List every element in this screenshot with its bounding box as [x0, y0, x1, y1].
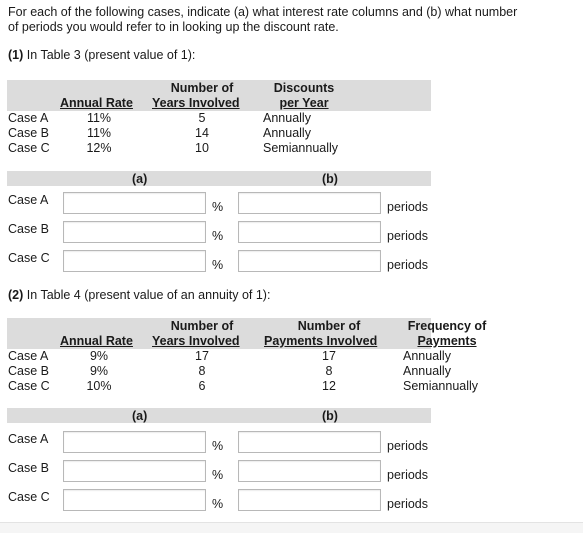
part2-row-a-case: Case A — [8, 349, 49, 363]
part2-col-a-label: (a) — [132, 409, 148, 423]
part2-row-a-rate: 9% — [89, 349, 109, 363]
part1-case-c-rate-input[interactable] — [63, 250, 206, 272]
part1-row-c-discounts: Semiannually — [263, 141, 339, 155]
part1-row-a-case: Case A — [8, 111, 49, 125]
part2-case-c-percent: % — [212, 497, 224, 511]
part1-row-a-rate: 11% — [86, 111, 112, 125]
part2-row-c-case: Case C — [8, 379, 50, 393]
part1-answer-header-bg — [7, 171, 431, 186]
part2-case-c-periods-input[interactable] — [238, 489, 381, 511]
part1-case-c-periods-input[interactable] — [238, 250, 381, 272]
part1-case-c-periods-label: periods — [387, 258, 428, 272]
part2-row-a-payments: 17 — [322, 349, 336, 363]
part2-title: In Table 4 (present value of an annuity of 1): — [26, 288, 271, 302]
part1-case-b-periods-input[interactable] — [238, 221, 381, 243]
part1-case-a-percent: % — [212, 200, 224, 214]
part1-answer-a-case: Case A — [8, 193, 49, 207]
part2-header-payments-bottom: Payments Involved — [264, 334, 378, 348]
part2-col-b-label: (b) — [322, 409, 338, 423]
part1-header-years-top: Number of — [170, 81, 234, 95]
part2-heading — [8, 288, 270, 302]
part1-row-b-discounts: Annually — [263, 126, 311, 140]
part1-answer-b-case: Case B — [8, 222, 49, 236]
part1-case-c-percent: % — [212, 258, 224, 272]
part2-row-b-frequency: Annually — [403, 364, 451, 378]
part1-header-discounts-top: Discounts — [273, 81, 335, 95]
part1-answer-c-case: Case C — [8, 251, 50, 265]
part2-case-b-periods-label: periods — [387, 468, 428, 482]
part2-answer-a-case: Case A — [8, 432, 49, 446]
part1-row-a-discounts: Annually — [263, 111, 311, 125]
part1-row-a-years: 5 — [198, 111, 206, 125]
part2-case-c-periods-label: periods — [387, 497, 428, 511]
part1-heading — [8, 48, 195, 62]
part2-row-c-years: 6 — [198, 379, 206, 393]
part2-case-b-percent: % — [212, 468, 224, 482]
part1-case-b-rate-input[interactable] — [63, 221, 206, 243]
part2-header-years-bottom: Years Involved — [152, 334, 240, 348]
part2-case-c-rate-input[interactable] — [63, 489, 206, 511]
part2-row-b-payments: 8 — [325, 364, 333, 378]
part2-number: (2) — [8, 288, 24, 302]
part2-answer-b-case: Case B — [8, 461, 49, 475]
part2-row-c-payments: 12 — [322, 379, 336, 393]
part1-row-b-years: 14 — [195, 126, 209, 140]
part2-row-a-frequency: Annually — [403, 349, 451, 363]
part1-row-b-case: Case B — [8, 126, 49, 140]
part2-case-b-rate-input[interactable] — [63, 460, 206, 482]
part2-answer-header-bg — [7, 408, 431, 423]
part1-case-b-periods-label: periods — [387, 229, 428, 243]
instructions-line-2: of periods you would refer to in looking up the discount rate. — [8, 20, 339, 34]
part2-header-rate: Annual Rate — [60, 334, 133, 348]
part2-case-a-rate-input[interactable] — [63, 431, 206, 453]
part1-row-c-years: 10 — [195, 141, 209, 155]
part1-case-a-periods-input[interactable] — [238, 192, 381, 214]
part2-case-a-percent: % — [212, 439, 224, 453]
part1-case-a-periods-label: periods — [387, 200, 428, 214]
part2-row-a-years: 17 — [195, 349, 209, 363]
part2-header-years-top: Number of — [170, 319, 234, 333]
part1-row-c-rate: 12% — [86, 141, 112, 155]
part2-case-a-periods-input[interactable] — [238, 431, 381, 453]
part2-case-b-periods-input[interactable] — [238, 460, 381, 482]
part1-number: (1) — [8, 48, 24, 62]
part2-row-c-rate: 10% — [86, 379, 112, 393]
part2-row-b-years: 8 — [198, 364, 206, 378]
part2-row-b-case: Case B — [8, 364, 49, 378]
part1-col-a-label: (a) — [132, 172, 148, 186]
bottom-panel-edge — [0, 522, 583, 533]
part1-row-c-case: Case C — [8, 141, 50, 155]
part1-case-b-percent: % — [212, 229, 224, 243]
part1-case-a-rate-input[interactable] — [63, 192, 206, 214]
part2-header-payments-top: Number of — [297, 319, 361, 333]
part2-header-frequency-bottom: Payments — [417, 334, 477, 348]
part1-header-discounts-bottom: per Year — [279, 96, 329, 110]
part2-answer-c-case: Case C — [8, 490, 50, 504]
part1-col-b-label: (b) — [322, 172, 338, 186]
part1-header-rate: Annual Rate — [60, 96, 133, 110]
part2-header-frequency-top: Frequency of — [407, 319, 487, 333]
part1-title: In Table 3 (present value of 1): — [26, 48, 196, 62]
part1-header-years-bottom: Years Involved — [152, 96, 240, 110]
part2-case-a-periods-label: periods — [387, 439, 428, 453]
part2-row-c-frequency: Semiannually — [403, 379, 479, 393]
part1-row-b-rate: 11% — [86, 126, 112, 140]
instructions-line-1: For each of the following cases, indicate (a) what interest rate columns and (b) what number — [8, 5, 518, 19]
part2-row-b-rate: 9% — [89, 364, 109, 378]
